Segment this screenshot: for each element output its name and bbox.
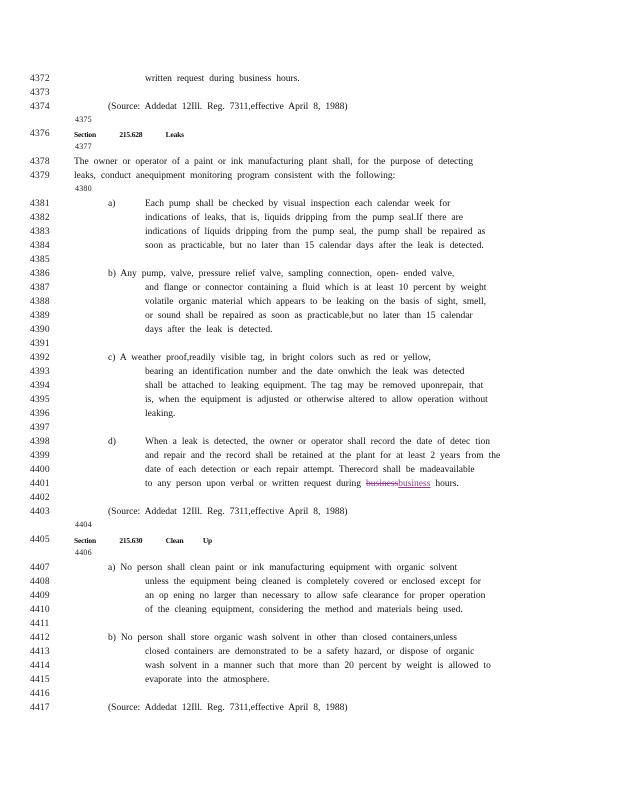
line-number: 4376 xyxy=(30,129,50,139)
line-number: 4395 xyxy=(30,395,50,405)
line-number: 4403 xyxy=(30,507,50,517)
list-item-line: leaking. xyxy=(145,409,176,419)
line-number: 4386 xyxy=(30,269,50,279)
line-number: 4373 xyxy=(30,88,50,98)
line-number: 4415 xyxy=(30,675,50,685)
paragraph-line: The owner or operator of a paint or ink manufacturing plant shall, for the purpose of detecting xyxy=(74,157,474,167)
line-number: 4399 xyxy=(30,451,50,461)
line-number: 4382 xyxy=(30,213,50,223)
line-number: 4409 xyxy=(30,591,50,601)
list-marker: d) xyxy=(108,437,116,447)
list-item-line: indications of leaks, that is, liquids dripping from the pump seal.If there are xyxy=(145,213,463,223)
line-number: 4388 xyxy=(30,297,50,307)
line-number: 4392 xyxy=(30,353,50,363)
list-item-line: days after the leak is detected. xyxy=(145,325,273,335)
list-item-line: b) No person shall store organic wash solvent in other than closed containers,unless xyxy=(108,633,457,643)
line-number: 4372 xyxy=(30,74,50,84)
line-number: 4397 xyxy=(30,423,50,433)
line-number: 4383 xyxy=(30,227,50,237)
list-item-line: an op ening no larger than necessary to allow safe clearance for proper operation xyxy=(145,591,486,601)
list-item-line: date of each detection or each repair attempt. Therecord shall be madeavailable xyxy=(145,465,475,475)
section-heading xyxy=(74,535,212,547)
line-number: 4387 xyxy=(30,283,50,293)
line-number: 4393 xyxy=(30,367,50,377)
list-item-line: closed containers are demonstrated to be a safety hazard, or dispose of organic xyxy=(145,647,475,657)
source-note: (Source: Addedat 12Ill. Reg. 7311,effective April 8, 1988) xyxy=(108,102,348,112)
line-number: 4414 xyxy=(30,661,50,671)
list-item-line: is, when the equipment is adjusted or otherwise altered to allow operation without xyxy=(145,395,488,405)
line-number: 4389 xyxy=(30,311,50,321)
line-number: 4391 xyxy=(30,339,50,349)
list-item-line: and flange or connector containing a fluid which is at least 10 percent by weight xyxy=(145,283,487,293)
list-item-line: c) A weather proof,readily visible tag, in bright colors such as red or yellow, xyxy=(108,353,431,363)
list-item-line: or sound shall be repaired as soon as practicable,but no later than 15 calendar xyxy=(145,311,473,321)
line-number: 4411 xyxy=(30,619,50,629)
paragraph-line: written request during business hours. xyxy=(145,74,300,84)
line-number: 4400 xyxy=(30,465,50,475)
list-item-line: Each pump shall be checked by visual inspection each calendar week for xyxy=(145,199,451,209)
line-number: 4417 xyxy=(30,703,50,713)
line-number: 4396 xyxy=(30,409,50,419)
section-label: Section xyxy=(74,536,96,545)
line-number: 4374 xyxy=(30,102,50,112)
line-number: 4378 xyxy=(30,157,50,167)
list-item-line: bearing an identification number and the date onwhich the leak was detected xyxy=(145,367,465,377)
line-number: 4416 xyxy=(30,689,50,699)
line-number: 4407 xyxy=(30,563,50,573)
list-item-line: unless the equipment being cleaned is completely covered or enclosed except for xyxy=(145,577,481,587)
line-number: 4375 xyxy=(75,115,92,124)
line-number: 4412 xyxy=(30,633,50,643)
line-number: 4380 xyxy=(75,184,92,193)
section-number: 215.628 xyxy=(119,130,143,139)
line-number: 4408 xyxy=(30,577,50,587)
deleted-text: business xyxy=(366,479,399,489)
list-item-line: shall be attached to leaking equipment. The tag may be removed uponrepair, that xyxy=(145,381,484,391)
source-note: (Source: Addedat 12Ill. Reg. 7311,effective April 8, 1988) xyxy=(108,507,348,517)
section-number: 215.630 xyxy=(119,536,143,545)
list-item-line: soon as practicable, but no later than 15 calendar days after the leak is detected. xyxy=(145,241,484,251)
line-number: 4413 xyxy=(30,647,50,657)
list-item-line: volatile organic material which appears to be leaking on the basis of sight, smell, xyxy=(145,297,486,307)
list-item-line: evaporate into the atmosphere. xyxy=(145,675,270,685)
paragraph-line: leaks, conduct anequipment monitoring program consistent with the following: xyxy=(74,171,396,181)
section-title: Clean xyxy=(165,536,184,545)
section-title-continued: Up xyxy=(202,536,212,545)
line-number: 4379 xyxy=(30,171,50,181)
line-number: 4410 xyxy=(30,605,50,615)
text-run: hours. xyxy=(430,479,459,489)
list-item-line xyxy=(145,478,459,490)
list-item-line: indications of liquids dripping from the pump seal, the pump shall be repaired as xyxy=(145,227,486,237)
list-item-line: of the cleaning equipment, considering the method and materials being used. xyxy=(145,605,463,615)
section-label: Section xyxy=(74,130,96,139)
line-number: 4406 xyxy=(75,548,92,557)
section-heading xyxy=(74,129,184,141)
line-number: 4405 xyxy=(30,535,50,545)
list-item-line: b) Any pump, valve, pressure relief valve, sampling connection, open- ended valve, xyxy=(108,269,455,279)
line-number: 4401 xyxy=(30,479,50,489)
source-note: (Source: Addedat 12Ill. Reg. 7311,effective April 8, 1988) xyxy=(108,703,348,713)
list-item-line: When a leak is detected, the owner or operator shall record the date of detec tion xyxy=(145,437,490,447)
line-number: 4384 xyxy=(30,241,50,251)
line-number: 4381 xyxy=(30,199,50,209)
list-item-line: and repair and the record shall be retained at the plant for at least 2 years from the xyxy=(145,451,501,461)
list-item-line: wash solvent in a manner such that more than 20 percent by weight is allowed to xyxy=(145,661,491,671)
list-item-line: a) No person shall clean paint or ink manufacturing equipment with organic solvent xyxy=(108,563,458,573)
line-number: 4385 xyxy=(30,255,50,265)
inserted-text: business xyxy=(398,479,431,489)
line-number: 4398 xyxy=(30,437,50,447)
line-number: 4377 xyxy=(75,142,92,151)
line-number: 4402 xyxy=(30,493,50,503)
line-number: 4394 xyxy=(30,381,50,391)
list-marker: a) xyxy=(108,199,116,209)
section-title: Leaks xyxy=(165,130,184,139)
text-run: to any person upon verbal or written request during xyxy=(145,479,367,489)
line-number: 4390 xyxy=(30,325,50,335)
line-number: 4404 xyxy=(75,520,92,529)
